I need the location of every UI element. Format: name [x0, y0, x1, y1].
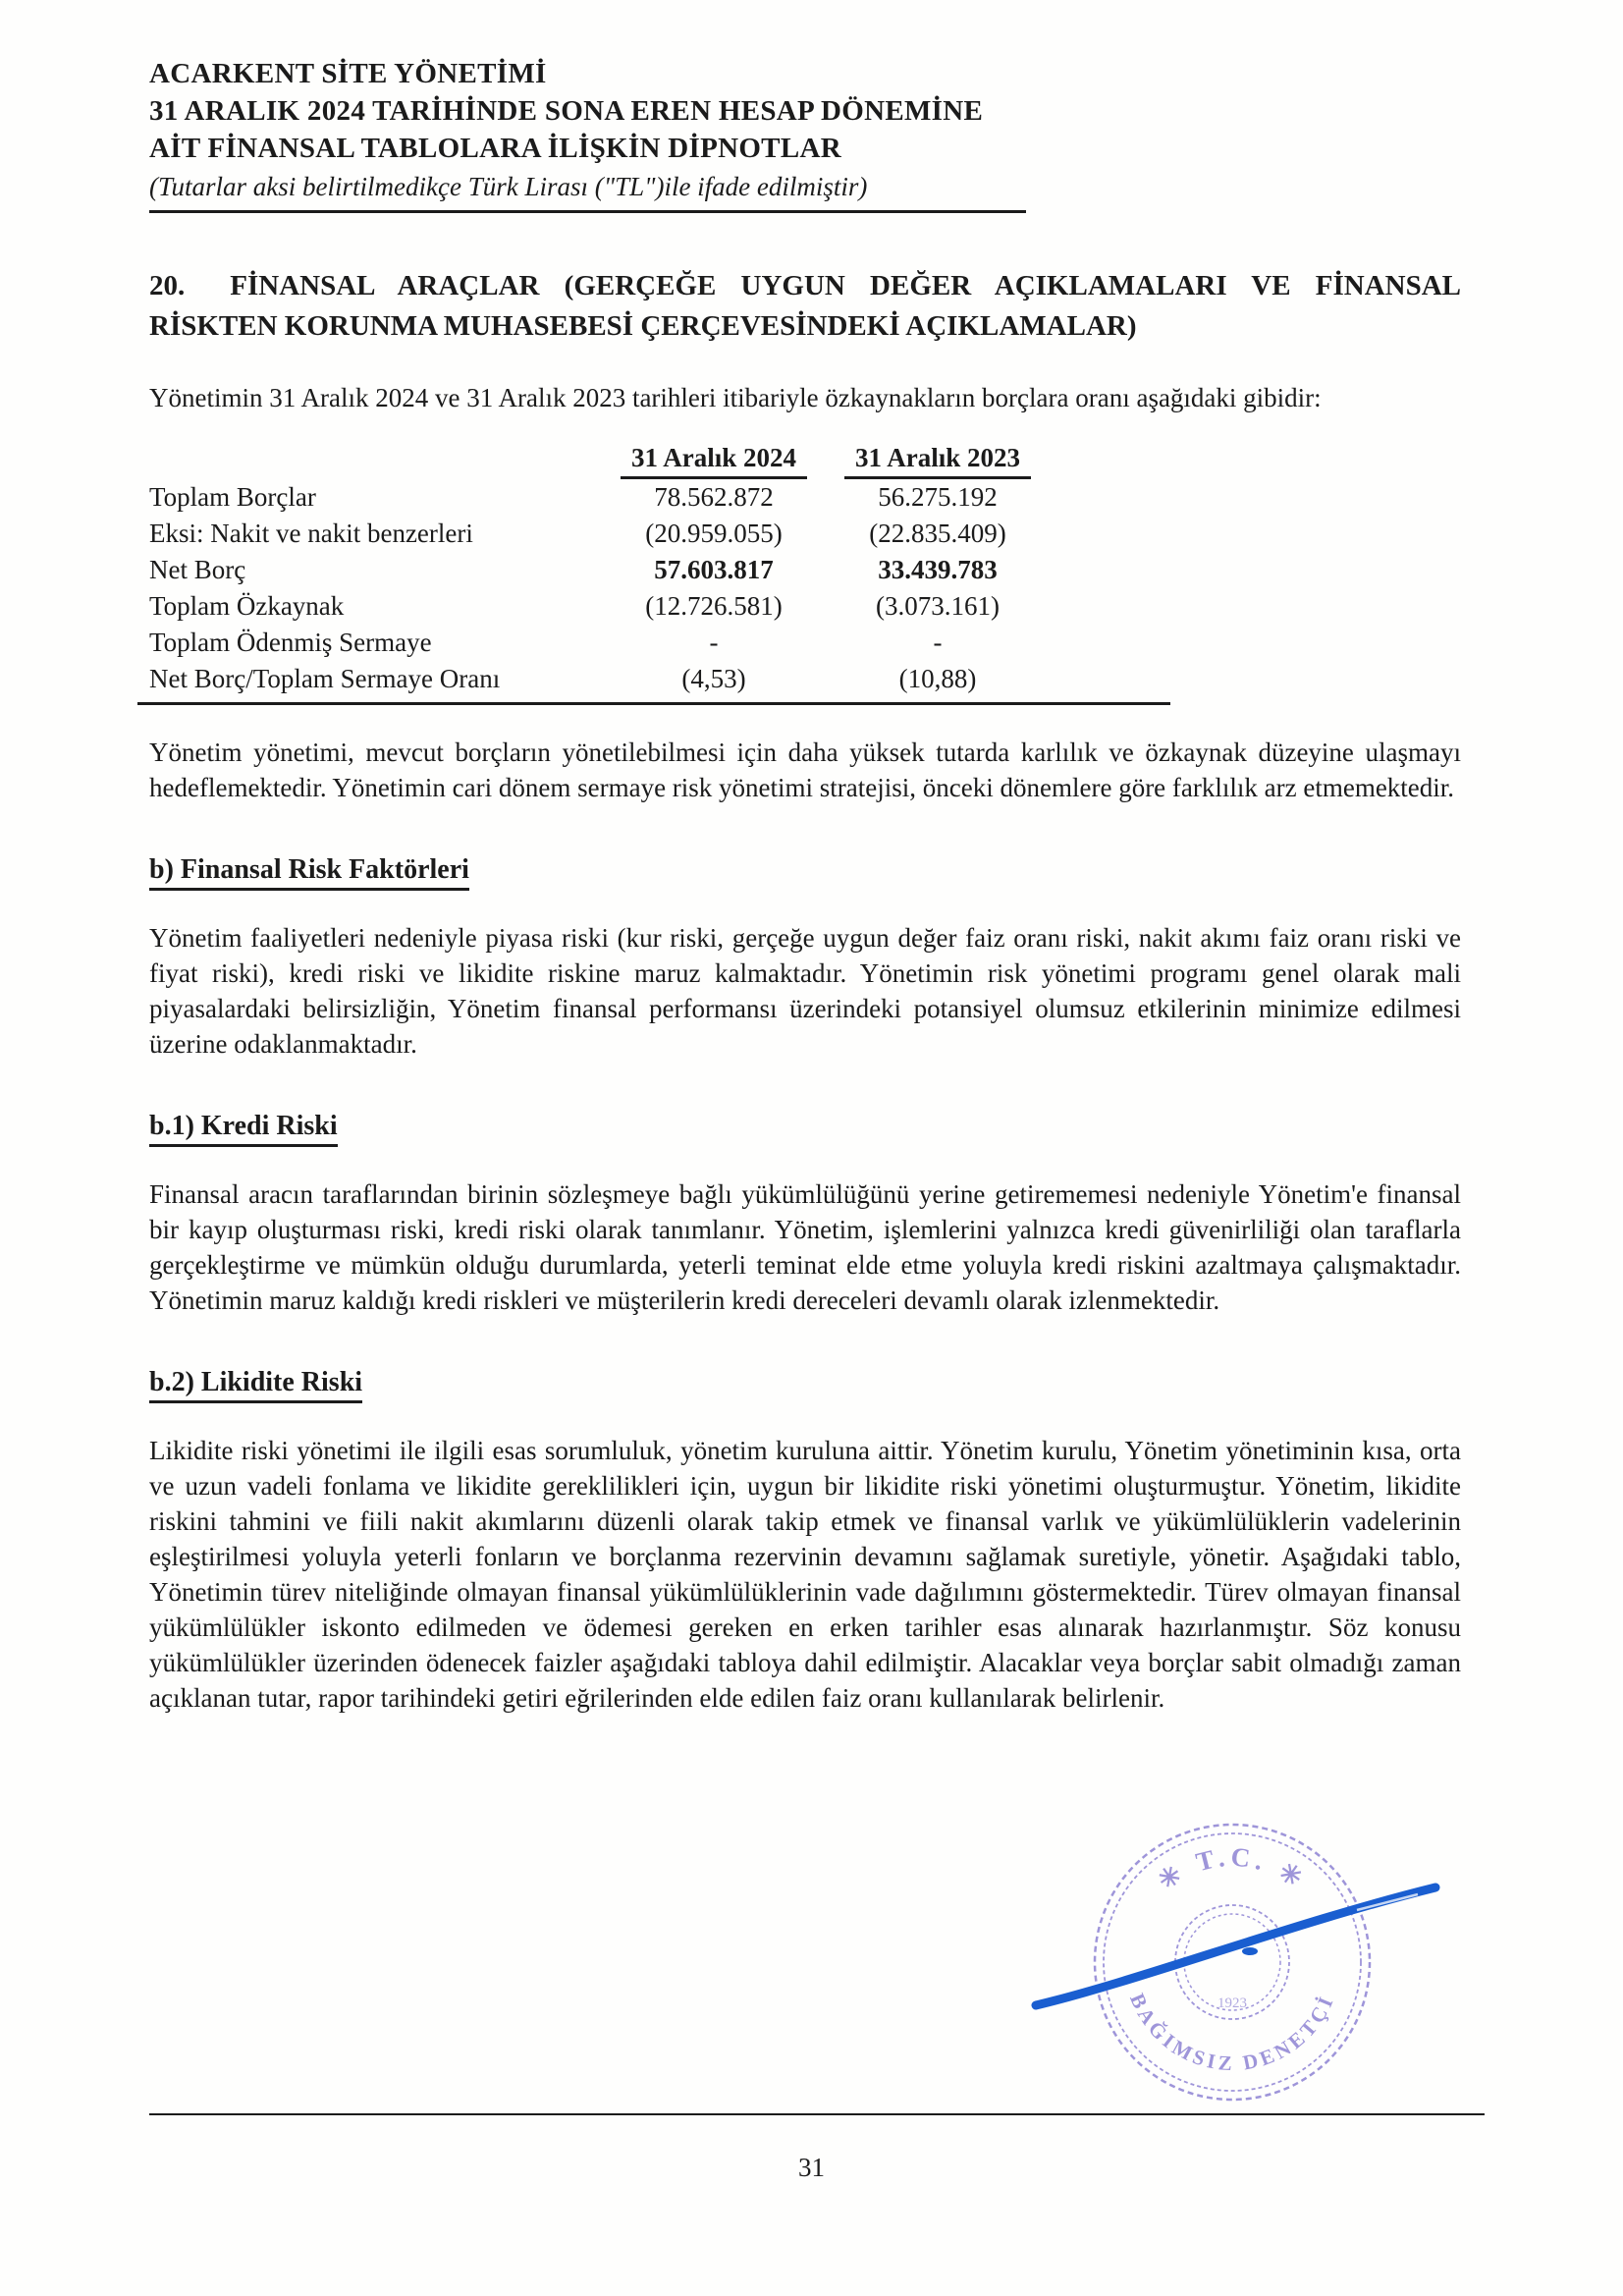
page-number: 31 — [798, 2153, 825, 2182]
value-2024: - — [709, 628, 719, 657]
table-right-margin — [1031, 440, 1168, 478]
cell-tail — [1031, 625, 1168, 661]
value-2023: (22.835.409) — [869, 519, 1006, 548]
section-heading — [149, 266, 1461, 347]
section-number: 20. — [149, 270, 186, 301]
value-2023: 56.275.192 — [878, 482, 998, 512]
subsection-heading-b1-text: b.1) Kredi Riski — [149, 1111, 338, 1147]
subsection-heading-b2 — [149, 1367, 1461, 1403]
row-label: Toplam Borçlar — [149, 482, 316, 512]
subsection-heading-b2-text: b.2) Likidite Riski — [149, 1367, 362, 1403]
cell-tail — [1031, 478, 1168, 517]
section-title: FİNANSAL ARAÇLAR (GERÇEĞE UYGUN DEĞER AÇIKLAMALARI VE FİNANSAL RİSKTEN KORUNMA MUHASEBESİ ÇERÇEVESİNDEKİ AÇIKLAMALAR) — [149, 270, 1461, 342]
subsection-body-b2: Likidite riski yönetimi ile ilgili esas sorumluluk, yönetim kuruluna aittir. Yönetim kurulu, Yönetim yönetiminin kısa, orta ve uzun vadeli fonlama ve likidite gereklilikleri için, uygun bir likidite riski yönetimi oluşturmuştur. Yönetim, likidite riskini tahmini ve fiili nakit akımlarını düzenli olarak takip etmek ve finansal varlık ve yükümlülüklerin vadelerinin eşleştirilmesi yoluyla yeterli fonların ve borçlanma rezervinin devamını sağlamak suretiyle, yönetir. Aşağıdaki tablo, Yönetimin türev niteliğinde olmayan finansal yükümlülüklerinin vade dağılımını göstermektedir. Türev olmayan finansal yükümlülükler iskonto edilmeden ve ödemesi gereken en erken tarihler esas alınarak hazırlanmıştır. Söz konusu yükümlülükler üzerinden ödenecek faizler aşağıdaki tabloya dahil edilmiştir. Alacaklar veya borçlar sabit olmadığı zaman açıklanan tutar, rapor tarihindeki getiri eğrilerinden elde edilen faiz oranı kullanılarak belirlenir. — [149, 1436, 1461, 1713]
cell-tail — [1031, 516, 1168, 552]
signature-stroke — [1001, 1861, 1463, 2033]
row-label: Eksi: Nakit ve nakit benzerleri — [149, 519, 473, 548]
value-2024: (4,53) — [681, 664, 746, 693]
value-2023: 33.439.783 — [878, 555, 998, 584]
document-page — [149, 55, 1461, 1716]
value-2023: (10,88) — [898, 664, 977, 693]
table-row — [149, 661, 1168, 697]
report-subject-line: AİT FİNANSAL TABLOLARA İLİŞKİN DİPNOTLAR — [149, 133, 841, 164]
subsection-heading-b — [149, 854, 1461, 891]
capital-policy-paragraph: Yönetim yönetimi, mevcut borçların yönetilebilmesi için daha yüksek tutarda karlılık ve özkaynak düzeyine ulaşmayı hedeflemektedir. Yönetimin cari dönem sermaye risk yönetimi stratejisi, önceki dönemlere göre farklılık arz etmemektedir. — [149, 738, 1461, 802]
empty-header-cell — [149, 440, 621, 478]
table-row — [149, 478, 1168, 517]
cell-spacer — [807, 625, 844, 661]
cell-spacer — [807, 661, 844, 697]
table-header-row — [149, 440, 1168, 478]
signature-ink-blob — [1242, 1947, 1258, 1955]
stamp-center-text: 1923 — [1217, 1995, 1247, 2011]
header-rule — [149, 210, 1026, 213]
cell-spacer — [807, 552, 844, 588]
cell-spacer — [807, 516, 844, 552]
row-label: Toplam Özkaynak — [149, 591, 345, 621]
cell-spacer — [807, 588, 844, 625]
column-header-2024: 31 Aralık 2024 — [621, 440, 807, 478]
column-spacer — [807, 440, 844, 478]
column-header-2023: 31 Aralık 2023 — [844, 440, 1031, 478]
value-2024: 57.603.817 — [654, 555, 774, 584]
value-2024: (12.726.581) — [645, 591, 783, 621]
value-2023: (3.073.161) — [876, 591, 1000, 621]
subsection-body-b1: Finansal aracın taraflarından birinin sözleşmeye bağlı yükümlülüğünü yerine getirememesi nedeniyle Yönetim'e finansal bir kayıp oluşturması riski, kredi riski olarak tanımlanır. Yönetim, işlemlerini yalnızca kredi güvenirliliği olan taraflarla gerçekleştirme ve mümkün olduğu durumlarda, yeterli teminat elde etme yoluyla kredi riskini azaltmaya çalışmaktadır. Yönetimin maruz kaldığı kredi riskleri ve müşterilerin kredi dereceleri devamlı olarak izlenmektedir. — [149, 1179, 1461, 1315]
report-period-line: 31 ARALIK 2024 TARİHİNDE SONA EREN HESAP DÖNEMİNE — [149, 95, 984, 127]
subsection-heading-b-text: b) Finansal Risk Faktörleri — [149, 854, 469, 891]
table-row — [149, 552, 1168, 588]
equity-debt-ratio-table — [137, 440, 1170, 705]
footer-rule — [149, 2113, 1485, 2115]
cell-spacer — [807, 478, 844, 517]
stamp-tc-text: ✳ T.C. ✳ — [1152, 1841, 1313, 1896]
section-intro: Yönetimin 31 Aralık 2024 ve 31 Aralık 2023 tarihleri itibariyle özkaynakların borçlara oranı aşağıdaki gibidir: — [149, 383, 1322, 412]
value-2024: 78.562.872 — [654, 482, 774, 512]
table-row — [149, 588, 1168, 625]
value-2023: - — [933, 628, 943, 657]
row-label: Net Borç/Toplam Sermaye Oranı — [149, 664, 501, 693]
stamp-arc-text: BAĞIMSIZ DENETÇİ — [1125, 1990, 1339, 2076]
cell-tail — [1031, 552, 1168, 588]
table-row — [149, 625, 1168, 661]
company-title: ACARKENT SİTE YÖNETİMİ — [149, 58, 547, 89]
value-2024: (20.959.055) — [645, 519, 783, 548]
currency-note: (Tutarlar aksi belirtilmedikçe Türk Lirası ("TL")ile ifade edilmiştir) — [149, 172, 868, 201]
row-label: Toplam Ödenmiş Sermaye — [149, 628, 432, 657]
subsection-body-b: Yönetim faaliyetleri nedeniyle piyasa riski (kur riski, gerçeğe uygun değer faiz oranı riski, nakit akımı faiz oranı riski ve fiyat riski), kredi riski ve likidite riskine maruz kalmaktadır. Yönetimin risk yönetimi programı genel olarak mali piyasalardaki belirsizliğin, Yönetim finansal performansı üzerindeki potansiyel olumsuz etkilerinin minimize edilmesi üzerine odaklanmaktadır. — [149, 923, 1461, 1059]
cell-tail — [1031, 588, 1168, 625]
subsection-heading-b1 — [149, 1111, 1461, 1147]
row-label: Net Borç — [149, 555, 246, 584]
table-row — [149, 516, 1168, 552]
ratio-table-body — [149, 478, 1168, 698]
cell-tail — [1031, 661, 1168, 697]
ratio-table — [149, 440, 1168, 697]
